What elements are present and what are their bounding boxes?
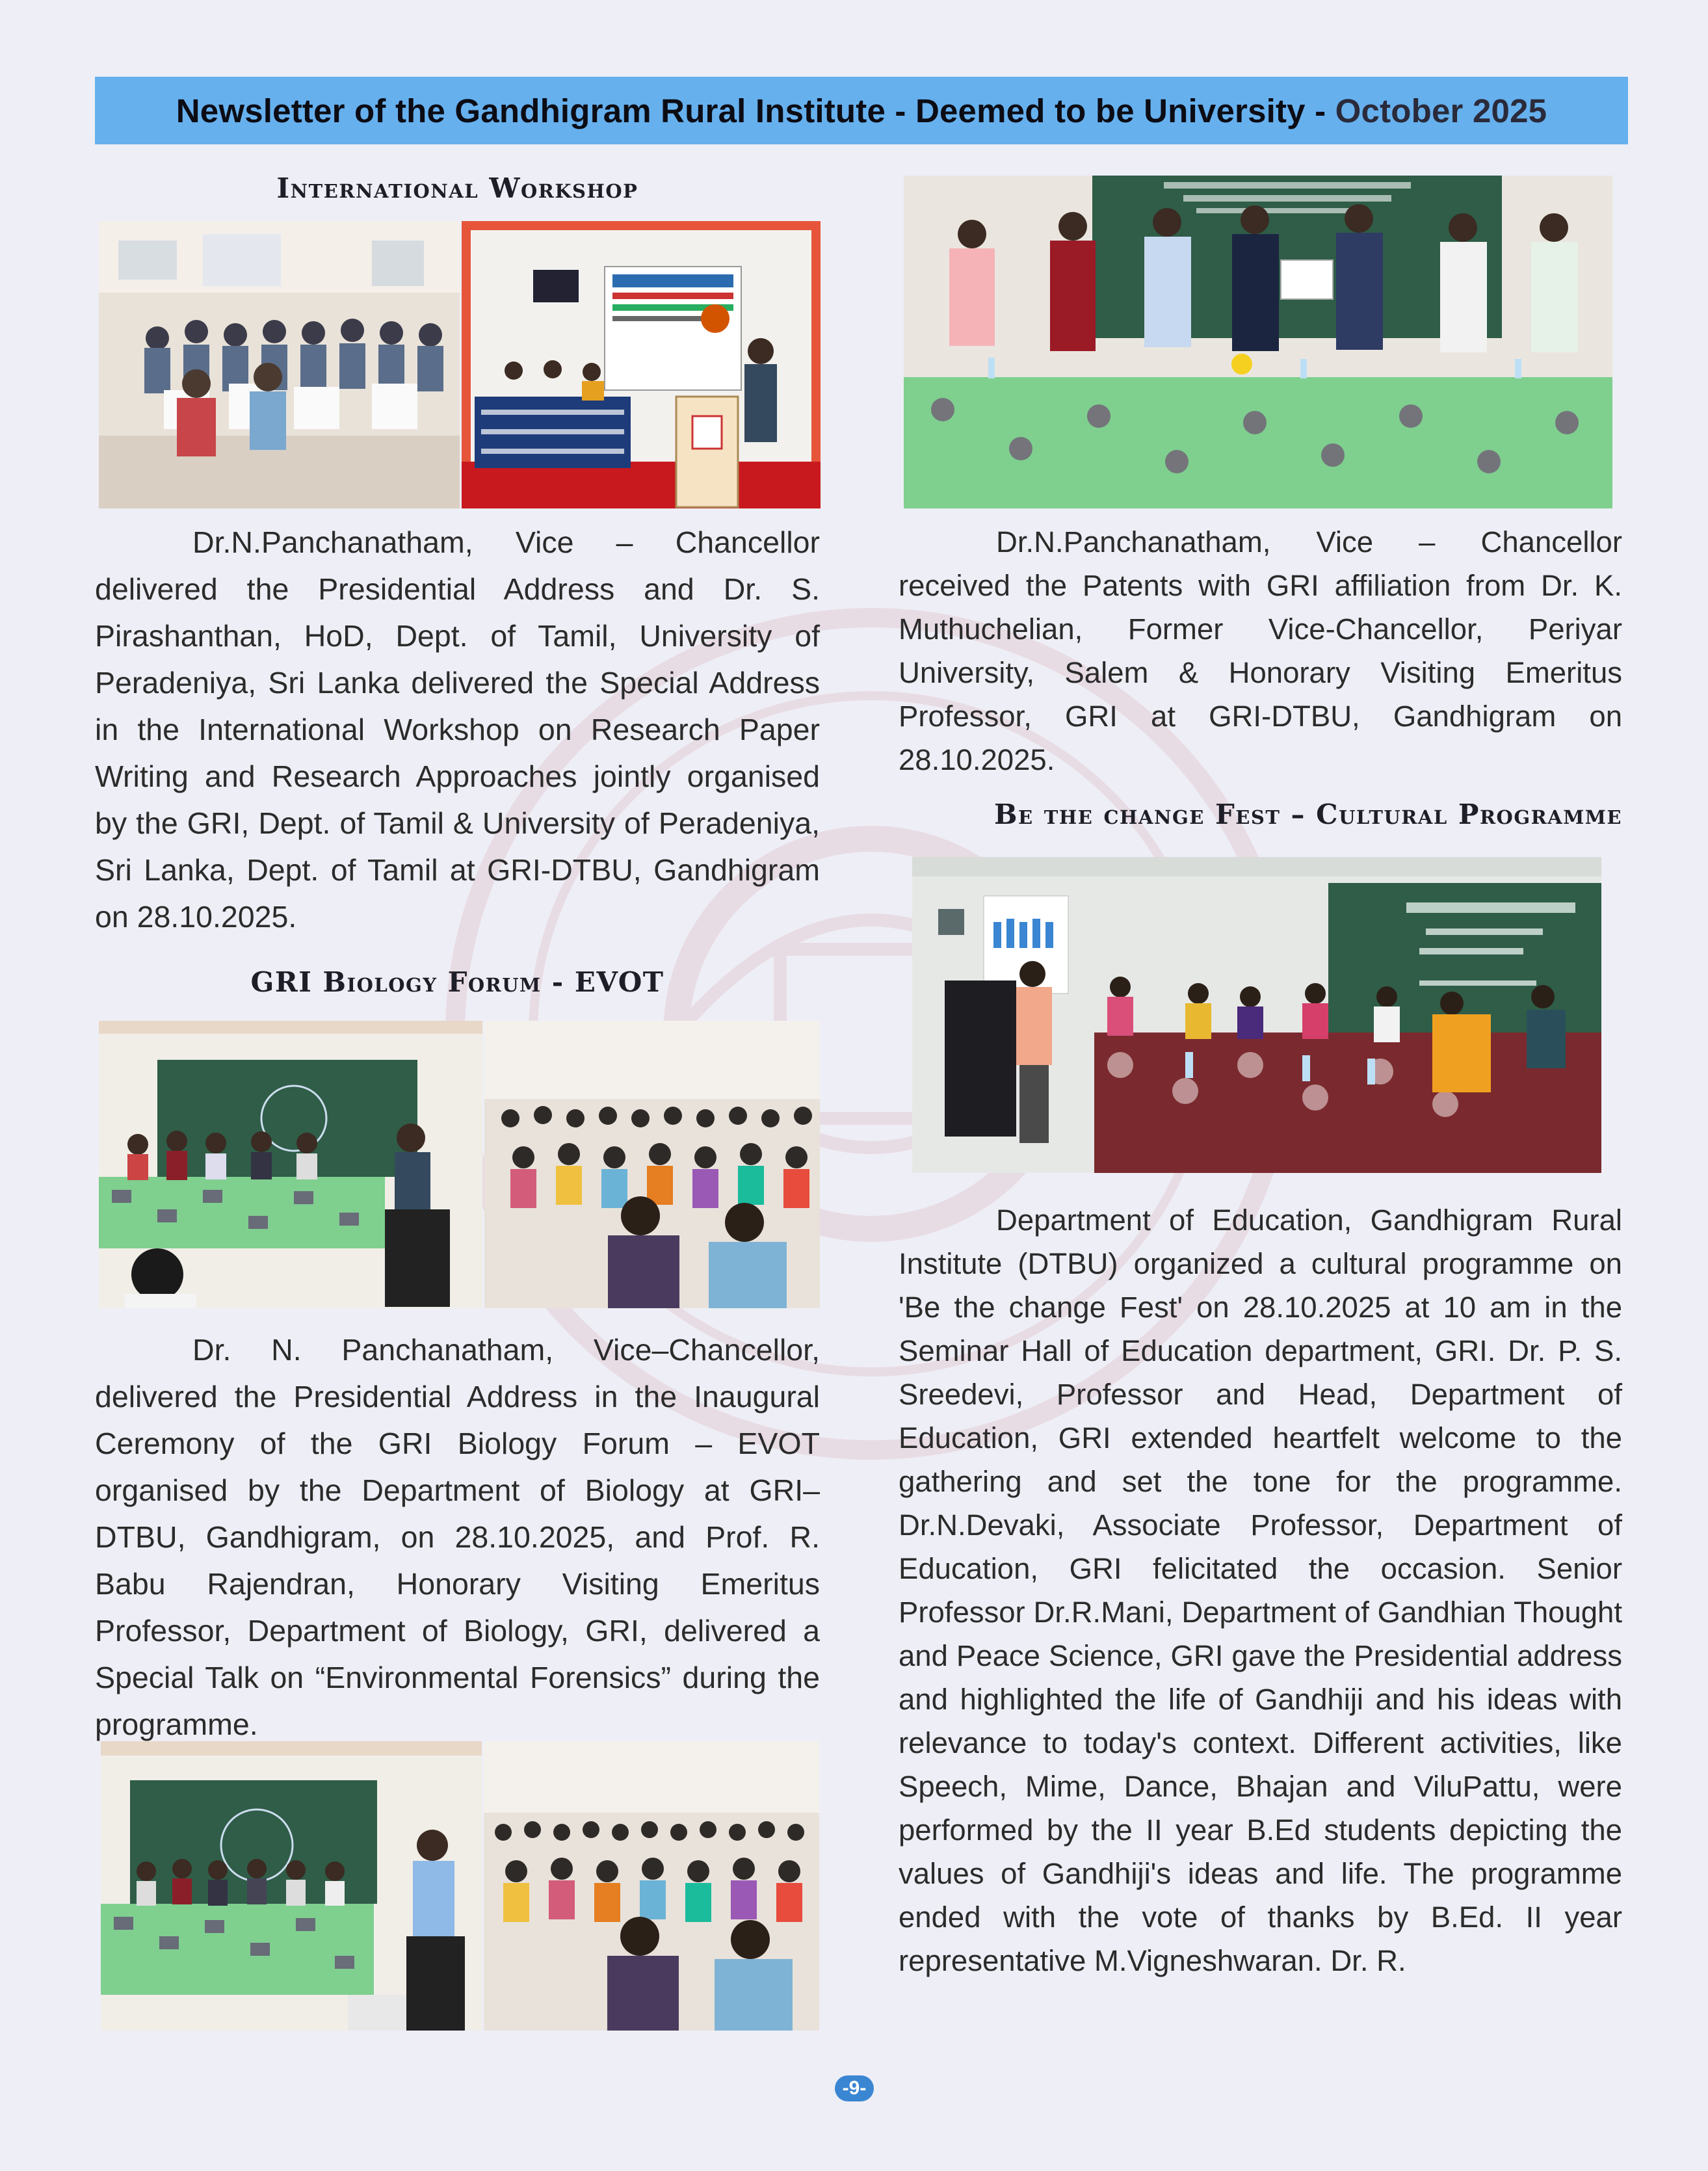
cultural-fest-heading: Be the change Fest – Cultural Programme	[994, 798, 1622, 830]
workshop-stage-photo	[462, 221, 821, 508]
newsletter-header	[95, 77, 1628, 144]
biology-forum-paragraph: Dr. N. Panchanatham, Vice–Chancellor, delivered the Presidential Address in the Inaugural Ceremony of the GRI Biology Forum – EVOT organised by the Department of Biology at GRI–DTBU, Gandhigram, on 28.10.2025, and Prof. R. Babu Rajendran, Honorary Visiting Emeritus Professor, Department of Biology, GRI, delivered a Special Talk on “Environmental Forensics” during the programme.	[95, 1333, 820, 1741]
workshop-paragraph: Dr.N.Panchanatham, Vice – Chancellor delivered the Presidential Address and Dr. S. Pirashanthan, HoD, Dept. of Tamil, University of Peradeniya, Sri Lanka delivered the Special Address in the International Workshop on Research Paper Writing and Research Approaches jointly organised by the GRI, Dept. of Tamil & University of Peradeniya, Sri Lanka, Dept. of Tamil at GRI-DTBU, Gandhigram on 28.10.2025.	[95, 525, 820, 934]
header-month: October 2025	[1335, 92, 1547, 129]
patents-paragraph: Dr.N.Panchanatham, Vice – Chancellor received the Patents with GRI affiliation from Dr. K. Muthuchelian, Former Vice-Chancellor, Periyar University, Salem & Honorary Visiting Emeritus Professor, GRI at GRI-DTBU, Gandhigram on 28.10.2025.	[899, 525, 1622, 776]
biology-audience-photo-1	[484, 1021, 820, 1308]
page-number: -9-	[835, 2075, 874, 2101]
cultural-fest-paragraph: Department of Education, Gandhigram Rural Institute (DTBU) organized a cultural programme on 'Be the change Fest' on 28.10.2025 at 10 am in the Seminar Hall of Education department, GRI. Dr. P. S. Sreedevi, Professor and Head, Department of Education, GRI extended heartfelt welcome to the gathering and set the tone for the programme. Dr.N.Devaki, Associate Professor, Department of Education, GRI felicitated the occasion. Senior Professor Dr.R.Mani, Department of Gandhian Thought and Peace Science, GRI gave the Presidential address and highlighted the life of Gandhiji and his ideas with relevance to today's context. Different activities, like Speech, Mime, Dance, Bhajan and ViluPattu, were performed by the II year B.Ed students depicting the values of Gandhiji's ideas and life. The programme ended with the vote of thanks by B.Ed. II year representative M.Vigneshwaran. Dr. R.	[899, 1204, 1622, 1977]
biology-audience-photo-2	[484, 1741, 819, 2031]
patents-handover-photo	[904, 176, 1612, 508]
biology-stage-photo-1	[99, 1021, 482, 1308]
header-title: Newsletter of the Gandhigram Rural Institute - Deemed to be University -	[176, 92, 1326, 129]
workshop-audience-photo	[99, 221, 460, 508]
cultural-fest-photo	[912, 857, 1601, 1173]
workshop-heading: International Workshop	[276, 172, 638, 204]
biology-forum-heading: GRI Biology Forum - EVOT	[250, 966, 664, 998]
biology-stage-photo-2	[101, 1741, 482, 2031]
